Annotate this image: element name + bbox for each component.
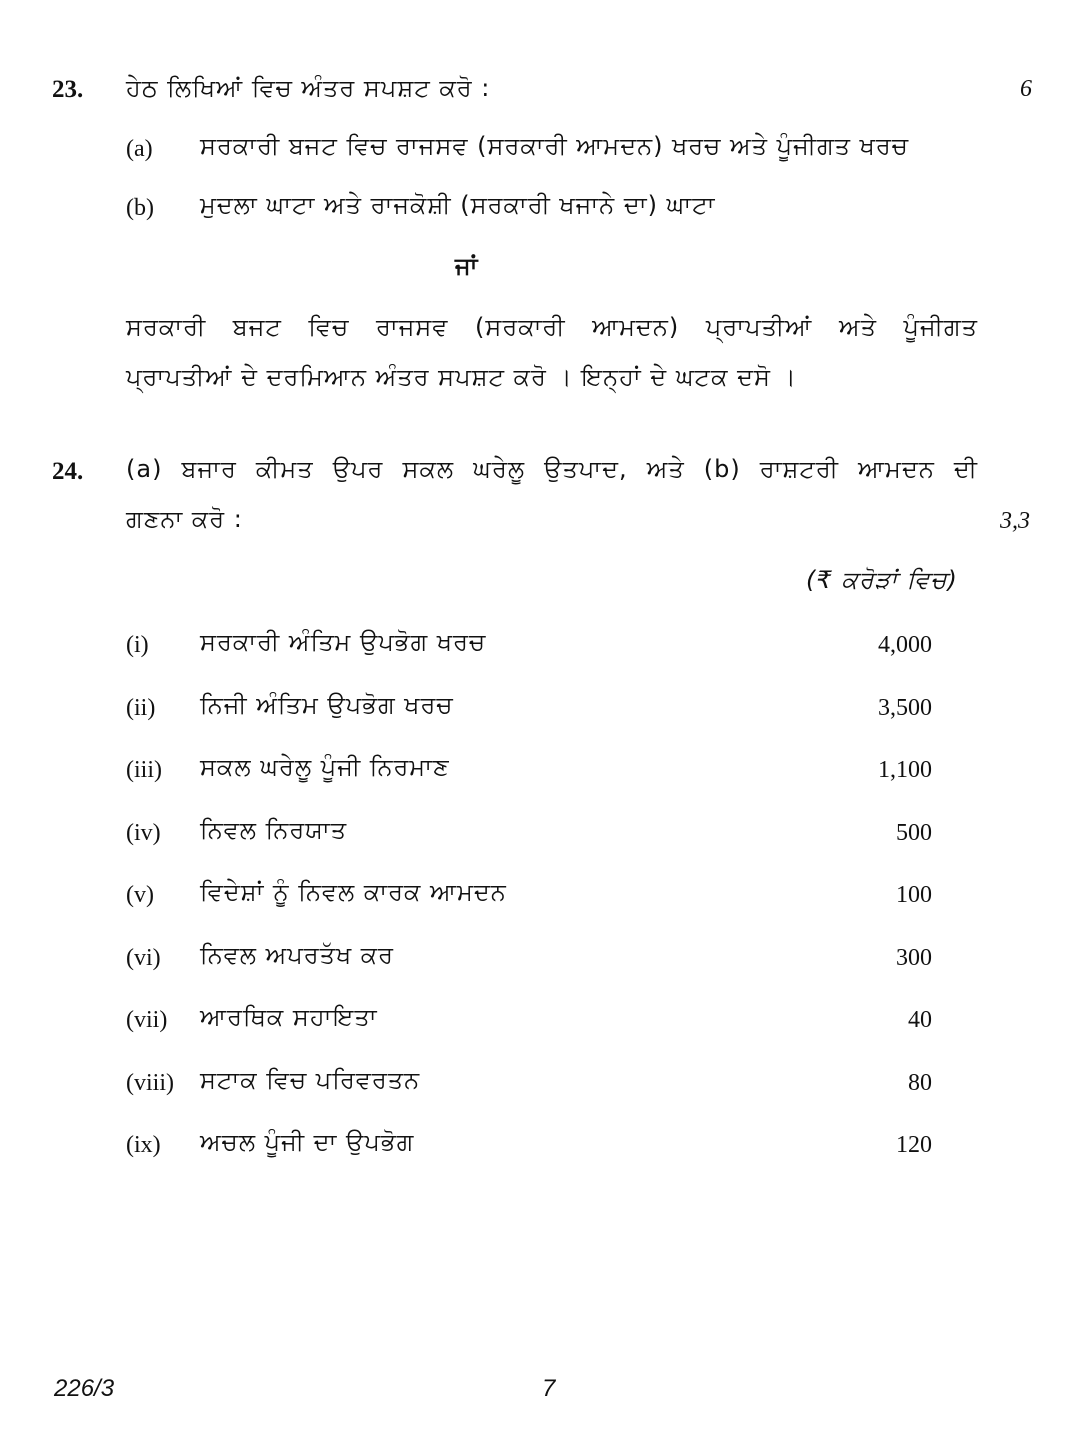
paper-code: 226/3 <box>54 1375 115 1402</box>
q23-alternative-line-1: ਸਰਕਾਰੀ ਬਜਟ ਵਿਚ ਰਾਜਸਵ (ਸਰਕਾਰੀ ਆਮਦਨ) ਪ੍ਰਾਪਤੀਆਂ ਅਤੇ ਪੂੰਜੀਗਤ <box>126 313 978 341</box>
question-24-marks: 3,3 <box>1000 508 1030 534</box>
item-text: ਸਰਕਾਰੀ ਅੰਤਿਮ ਉਪਭੋਗ ਖਰਚ <box>200 628 487 656</box>
item-label: (iii) <box>126 757 162 783</box>
question-number-24: 24. <box>52 458 84 485</box>
item-value: 120 <box>896 1132 932 1158</box>
q23-part-b-label: (b) <box>126 195 154 221</box>
or-separator: ਜਾਂ <box>455 252 479 280</box>
item-label: (ix) <box>126 1132 161 1158</box>
item-label: (vii) <box>126 1007 168 1033</box>
item-value: 4,000 <box>878 632 932 658</box>
page-number: 7 <box>542 1375 556 1402</box>
item-value: 40 <box>908 1007 932 1033</box>
q23-part-b-text: ਮੁਦਲਾ ਘਾਟਾ ਅਤੇ ਰਾਜਕੋਸ਼ੀ (ਸਰਕਾਰੀ ਖਜਾਨੇ ਦਾ) ਘਾਟਾ <box>200 191 716 219</box>
question-24-text-line-1: (a) ਬਜਾਰ ਕੀਮਤ ਉਪਰ ਸਕਲ ਘਰੇਲੂ ਉਤਪਾਦ, ਅਤੇ (b) ਰਾਸ਼ਟਰੀ ਆਮਦਨ ਦੀ <box>126 455 978 483</box>
item-label: (viii) <box>126 1070 174 1096</box>
item-text: ਸਕਲ ਘਰੇਲੂ ਪੂੰਜੀ ਨਿਰਮਾਣ <box>200 753 450 781</box>
item-value: 1,100 <box>878 757 932 783</box>
q23-part-a-text: ਸਰਕਾਰੀ ਬਜਟ ਵਿਚ ਰਾਜਸਵ (ਸਰਕਾਰੀ ਆਮਦਨ) ਖਰਚ ਅਤੇ ਪੂੰਜੀਗਤ ਖਰਚ <box>200 132 909 160</box>
item-value: 300 <box>896 945 932 971</box>
item-label: (ii) <box>126 695 156 721</box>
item-value: 80 <box>908 1070 932 1096</box>
item-value: 500 <box>896 820 932 846</box>
item-value: 100 <box>896 882 932 908</box>
item-text: ਵਿਦੇਸ਼ਾਂ ਨੂੰ ਨਿਵਲ ਕਾਰਕ ਆਮਦਨ <box>200 878 507 906</box>
unit-label: (₹ ਕਰੋੜਾਂ ਵਿਚ) <box>806 566 958 594</box>
item-text: ਨਿਜੀ ਅੰਤਿਮ ਉਪਭੋਗ ਖਰਚ <box>200 691 454 719</box>
item-text: ਨਿਵਲ ਅਪਰਤੱਖ ਕਰ <box>200 941 395 969</box>
item-label: (iv) <box>126 820 161 846</box>
q23-part-a-label: (a) <box>126 136 153 162</box>
question-23-marks: 6 <box>1020 76 1032 102</box>
item-label: (v) <box>126 882 154 908</box>
item-text: ਸਟਾਕ ਵਿਚ ਪਰਿਵਰਤਨ <box>200 1066 421 1094</box>
q23-alternative-line-2: ਪ੍ਰਾਪਤੀਆਂ ਦੇ ਦਰਮਿਆਨ ਅੰਤਰ ਸਪਸ਼ਟ ਕਰੋ । ਇਨ੍ਹਾਂ ਦੇ ਘਟਕ ਦਸੋ । <box>126 363 797 391</box>
item-label: (vi) <box>126 945 161 971</box>
question-24-text-line-2: ਗਣਨਾ ਕਰੋ : <box>126 505 243 533</box>
item-text: ਨਿਵਲ ਨਿਰਯਾਤ <box>200 816 348 844</box>
question-number-23: 23. <box>52 76 84 103</box>
item-label: (i) <box>126 632 149 658</box>
item-value: 3,500 <box>878 695 932 721</box>
question-23-text: ਹੇਠ ਲਿਖਿਆਂ ਵਿਚ ਅੰਤਰ ਸਪਸ਼ਟ ਕਰੋ : <box>126 74 491 102</box>
item-text: ਆਰਥਿਕ ਸਹਾਇਤਾ <box>200 1003 378 1031</box>
item-text: ਅਚਲ ਪੂੰਜੀ ਦਾ ਉਪਭੋਗ <box>200 1128 415 1156</box>
